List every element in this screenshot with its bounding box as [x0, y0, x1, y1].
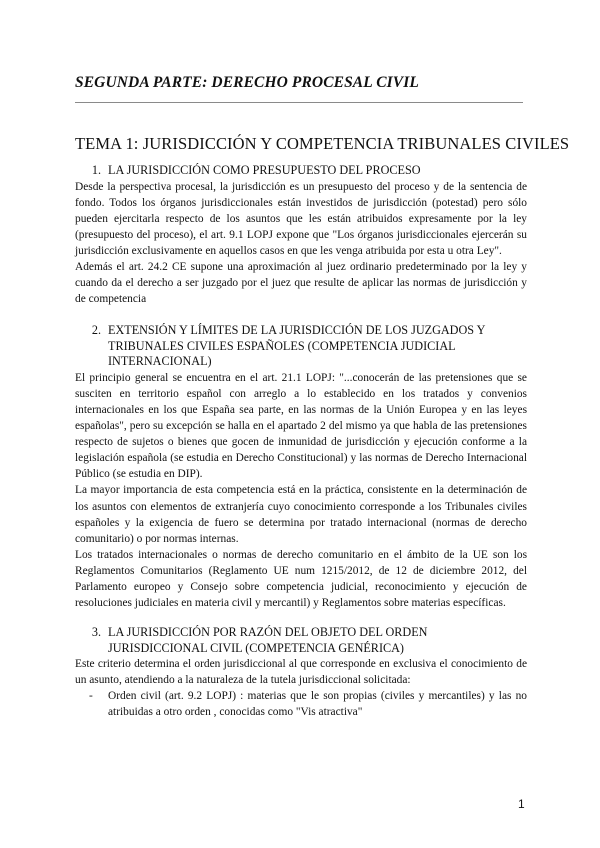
bullet-text: Orden civil (art. 9.2 LOPJ) : materias que le son propias (civiles y mercantiles) y las no atribuidas a otro orden , conocidas como "Vis atractiva" [108, 690, 527, 719]
paragraph: Además el art. 24.2 CE supone una aproximación al juez ordinario predeterminado por la ley y cuando da el derecho a ser juzgado por el juez que resulte de aplicar las normas de jurisdicción y de competencia [75, 260, 527, 306]
section-number: 3. [91, 625, 101, 640]
tema-title: TEMA 1: JURISDICCIÓN Y COMPETENCIA TRIBUNALES CIVILES [75, 134, 570, 153]
document-body [75, 163, 527, 721]
bullet-marker: - [89, 690, 93, 703]
section-heading-3 [75, 625, 527, 656]
page-number: 1 [518, 797, 525, 811]
list-item [75, 688, 527, 720]
section-heading-2 [75, 323, 527, 370]
paragraph: La mayor importancia de esta competencia está en la práctica, consistente en la determinación de los asuntos con elementos de extranjería cuyo conocimiento corresponde a los Tribunales civiles españoles y la exigencia de fuero se determina por tratado internacional (normas de derecho comunitario) o por normas internas. [75, 484, 527, 545]
section-heading-text: EXTENSIÓN Y LÍMITES DE LA JURISDICCIÓN DE LOS JUZGADOS Y TRIBUNALES CIVILES ESPAÑOLES (COMPETENCIA JUDICIAL INTERNACIONAL) [108, 323, 486, 369]
section-number: 2. [91, 323, 101, 338]
paragraph: El principio general se encuentra en el art. 21.1 LOPJ: "...conocerán de las pretensiones que se susciten en territorio español con arreglo a lo establecido en los tratados y convenios internacionales en los que España sea parte, en las normas de la Unión Europea y en las leyes españolas", pero su excepción se halla en el apartado 2 del mismo ya que habla de las pretensiones respecto de sujetos o bienes que gocen de inmunidad de jurisdicción y ejecución conforme a la legislación española (se estudia en Derecho Constitucional) y las normas de Derecho Internacional Público (se estudia en DIP). [75, 371, 527, 481]
section-heading-text: LA JURISDICCIÓN COMO PRESUPUESTO DEL PROCESO [108, 163, 421, 177]
part-title: SEGUNDA PARTE: DERECHO PROCESAL CIVIL [75, 74, 419, 91]
section-heading-1 [75, 163, 527, 179]
paragraph: Los tratados internacionales o normas de derecho comunitario en el ámbito de la UE son los Reglamentos Comunitarios (Reglamento UE num 1215/2012, de 12 de diciembre 2012, del Parlamento europeo y Consejo sobre competencia judicial, reconocimiento y ejecución de resoluciones judiciales en materia civil y mercantil) y Reglamentos sobre materias específicas. [75, 548, 527, 610]
section-number: 1. [91, 163, 101, 177]
paragraph: Desde la perspectiva procesal, la jurisdicción es un presupuesto del proceso y de la sentencia de fondo. Todos los órganos jurisdiccionales están investidos de jurisdicción (potestad) pero sólo pueden ejercitarla respecto de los asuntos que les están atribuidos expresamente por la ley (presupuesto del proceso), el art. 9.1 LOPJ expone que "Los órganos jurisdiccionales ejercerán su jurisdicción exclusivamente en aquellos casos en que les venga atribuida por esta u otra Ley". [75, 180, 527, 257]
paragraph: Este criterio determina el orden jurisdiccional al que corresponde en exclusiva el conocimiento de un asunto, atendiendo a la naturaleza de la tutela jurisdiccional solicitada: [75, 658, 527, 687]
section-heading-text: LA JURISDICCIÓN POR RAZÓN DEL OBJETO DEL ORDEN JURISDICCIONAL CIVIL (COMPETENCIA GENÉRICA) [108, 625, 428, 655]
title-divider [75, 102, 523, 103]
